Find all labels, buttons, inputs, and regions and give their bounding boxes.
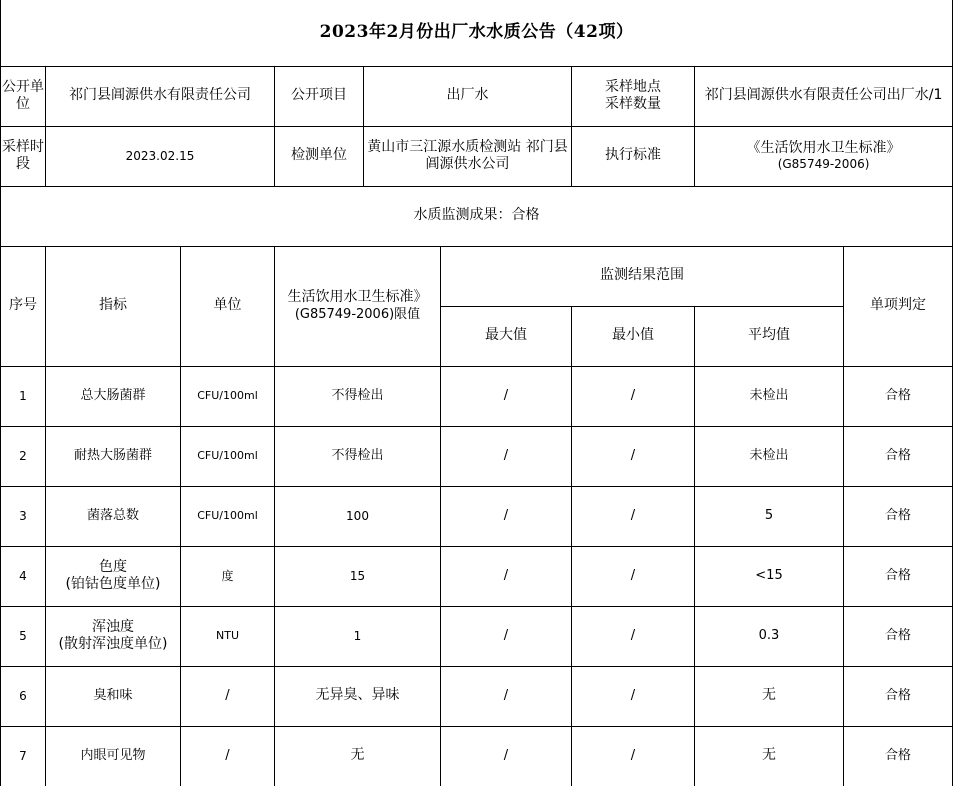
sampling-site-label-line2: 采样数量: [605, 96, 661, 112]
header-index: 序号: [1, 246, 46, 366]
test-unit-value: 黄山市三江源水质检测站 祁门县阊源供水公司: [364, 126, 572, 186]
row-judgement: 合格: [844, 426, 953, 486]
table-row: [1, 426, 953, 486]
row-min: /: [572, 426, 695, 486]
row-unit: CFU/100ml: [181, 426, 275, 486]
row-index: 4: [1, 546, 46, 606]
test-unit-label: 检测单位: [275, 126, 364, 186]
row-limit: 15: [275, 546, 441, 606]
row-max: /: [441, 486, 572, 546]
header-range: 监测结果范围: [441, 246, 844, 306]
header-indicator: 指标: [46, 246, 181, 366]
result-summary: 水质监测成果：合格: [1, 186, 953, 246]
public-unit-label: 公开单位: [1, 66, 46, 126]
row-indicator-main: 色度: [99, 558, 127, 575]
row-avg: 未检出: [695, 366, 844, 426]
public-item-label: 公开项目: [275, 66, 364, 126]
row-judgement: 合格: [844, 366, 953, 426]
row-index: 3: [1, 486, 46, 546]
row-avg: 5: [695, 486, 844, 546]
row-index: 6: [1, 666, 46, 726]
public-unit-value: 祁门县阊源供水有限责任公司: [46, 66, 275, 126]
public-item-value: 出厂水: [364, 66, 572, 126]
row-indicator-sub: (散射浑浊度单位): [58, 636, 168, 652]
row-unit: /: [181, 726, 275, 786]
row-max: /: [441, 426, 572, 486]
row-min: /: [572, 366, 695, 426]
row-min: /: [572, 546, 695, 606]
row-min: /: [572, 486, 695, 546]
row-limit: 不得检出: [275, 426, 441, 486]
row-judgement: 合格: [844, 726, 953, 786]
standard-code: (G85749-2006): [777, 157, 870, 172]
row-judgement: 合格: [844, 486, 953, 546]
header-avg: 平均值: [695, 306, 844, 366]
row-judgement: 合格: [844, 606, 953, 666]
row-judgement: 合格: [844, 546, 953, 606]
row-limit: 无异臭、异味: [275, 666, 441, 726]
header-max: 最大值: [441, 306, 572, 366]
row-avg: 无: [695, 666, 844, 726]
header-limit: [275, 246, 441, 366]
header-unit: 单位: [181, 246, 275, 366]
table-row: [1, 606, 953, 666]
sampling-period-label: 采样时段: [1, 126, 46, 186]
row-indicator: 臭和味: [46, 666, 181, 726]
row-avg: 未检出: [695, 426, 844, 486]
row-max: /: [441, 366, 572, 426]
row-unit: NTU: [181, 606, 275, 666]
row-index: 1: [1, 366, 46, 426]
row-index: 7: [1, 726, 46, 786]
row-indicator: 耐热大肠菌群: [46, 426, 181, 486]
row-unit: CFU/100ml: [181, 486, 275, 546]
row-limit: 不得检出: [275, 366, 441, 426]
row-indicator: [46, 606, 181, 666]
row-indicator: 总大肠菌群: [46, 366, 181, 426]
row-avg: 0.3: [695, 606, 844, 666]
standard-value: [695, 126, 953, 186]
row-max: /: [441, 546, 572, 606]
standard-label: 执行标准: [572, 126, 695, 186]
row-min: /: [572, 726, 695, 786]
table-row: [1, 666, 953, 726]
row-indicator: 菌落总数: [46, 486, 181, 546]
header-judgement: 单项判定: [844, 246, 953, 366]
table-row: [1, 726, 953, 786]
row-indicator-main: 浑浊度: [92, 618, 134, 635]
row-indicator: [46, 546, 181, 606]
row-avg: 无: [695, 726, 844, 786]
row-min: /: [572, 606, 695, 666]
table-row: [1, 546, 953, 606]
row-max: /: [441, 606, 572, 666]
sampling-site-value: 祁门县阊源供水有限责任公司出厂水/1: [695, 66, 953, 126]
row-limit: 无: [275, 726, 441, 786]
row-max: /: [441, 726, 572, 786]
row-judgement: 合格: [844, 666, 953, 726]
row-indicator: 内眼可见物: [46, 726, 181, 786]
header-limit-line2: (G85749-2006)限值: [294, 306, 421, 322]
row-max: /: [441, 666, 572, 726]
row-indicator-sub: (铂钴色度单位): [65, 576, 161, 592]
standard-name: 《生活饮用水卫生标准》: [746, 139, 901, 156]
row-index: 2: [1, 426, 46, 486]
row-unit: CFU/100ml: [181, 366, 275, 426]
row-min: /: [572, 666, 695, 726]
header-limit-line1: 生活饮用水卫生标准》: [287, 289, 428, 306]
page-title: 2023年2月份出厂水水质公告（42项）: [1, 0, 953, 66]
table-row: [1, 486, 953, 546]
row-limit: 100: [275, 486, 441, 546]
row-unit: /: [181, 666, 275, 726]
sampling-period-value: 2023.02.15: [46, 126, 275, 186]
row-avg: <15: [695, 546, 844, 606]
sampling-site-label: [572, 66, 695, 126]
row-index: 5: [1, 606, 46, 666]
row-unit: 度: [181, 546, 275, 606]
row-limit: 1: [275, 606, 441, 666]
sampling-site-label-line1: 采样地点: [605, 78, 661, 95]
table-row: [1, 366, 953, 426]
header-min: 最小值: [572, 306, 695, 366]
